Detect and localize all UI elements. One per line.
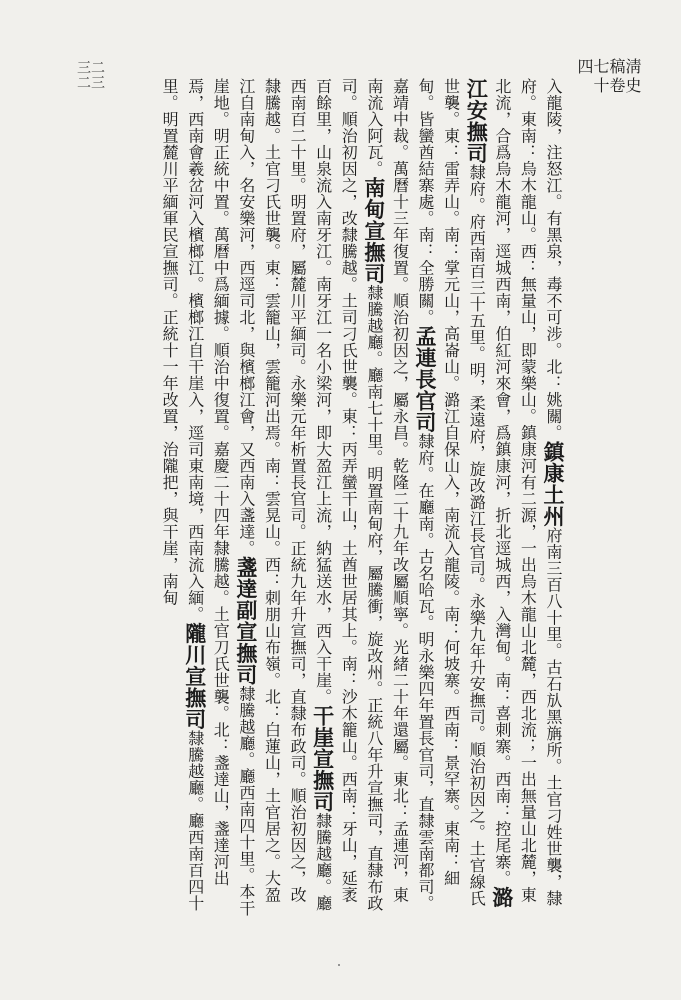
paragraph-text: 隸騰越廳。廳南七十里。明置南甸府，屬騰衝，旋改州。正統八年升宣撫司，直隸布政司。順治初因之，改隸騰越。土司刁氏世襲。東：丙弄蠻干山，土酋世居其上。南：沙木籠山。西南：牙山，延袤百餘里，山泉流入南牙江。南牙江一名小梁河，即大盈江上流，納猛送水，西入干崖。 xyxy=(313,78,384,912)
section-heading-menglian: 孟連長官司 xyxy=(413,325,439,433)
page-speck xyxy=(338,964,340,966)
paragraph-text: 隸府。府西南百三十五里。明，柔遠府，旋改潞江長官司。永樂九年升安撫司。順治初因之。土官線氏世襲。東：雷弄山。南：掌元山，高崙山。潞江自保山入，南流入龍陵。南：何坡寨。西南：景罕寨。東南：細甸。皆蠻酋結寨處。南：全勝關。 xyxy=(416,78,487,907)
paragraph-text: 隸府。在廳南。古名哈瓦。明永樂四年置長官司，直隸雲南都司。嘉靖中裁。萬曆十三年復置。順治初因之，屬永昌。乾隆二十九年改屬順寧。光緒二十年還屬。東北：孟連河，東南流入阿瓦。 xyxy=(364,78,436,912)
page-number: 二三三二 xyxy=(75,60,105,90)
section-heading-ganya: 干崖宣撫司 xyxy=(310,705,336,813)
section-heading-lujiang: 潞江安撫司 xyxy=(464,78,515,908)
section-heading-zhenkang: 鎮康土州 xyxy=(541,441,566,527)
paragraph-text: 府南三百八十里。古石㫃黑㫋所。土官刁姓世襲，隸府。東南：烏木龍山。西：無量山，即蒙樂山。鎮康河有二源，一出烏木龍山北麓，西北流；一出無量山北麓，東北流，合爲烏木龍河，逕城西南，伯紅河來會，爲鎮康河，折北逕城西，入灣甸。南：喜刺寨。西南：控尾寨。 xyxy=(492,78,563,907)
paragraph-text: 隸騰越廳。廳西南百二十里。明置府，屬麓川平緬司。永樂元年析置長官司。正統九年升宣撫司，直隸布政司。順治初因之，改隸騰越。土官刁氏世襲。東：雲籠山，雲籠河出焉。南：雲晃山。西：刺朋山布嶺。北：白蓮山，土官居之。大盈江自南甸入，名安樂河，西逕司北，與檳榔江會，又西南入盞達。 xyxy=(236,78,333,912)
main-text xyxy=(96,78,566,918)
section-heading-zhanda: 盞達副宣撫司 xyxy=(233,556,259,686)
text-paragraph xyxy=(157,78,567,918)
section-heading-longchuan: 隴川宣撫司 xyxy=(182,622,208,730)
page-title: 淸史稿卷七十四 xyxy=(575,58,642,96)
paragraph-text: 入龍陵，注怒江。有黑泉，毒不可涉。北：姚關。 xyxy=(544,78,563,441)
paragraph-text: 隸騰越廳。廳西南百四十里。明置麓川平緬軍民宣撫司。正統十一年改置，治隴把，與干崖，南甸 xyxy=(160,78,205,912)
section-heading-nandian: 南甸宣撫司 xyxy=(361,177,387,285)
paragraph-text: 隸騰越廳。廳西南四十里。本干崖地。明正統中置。萬曆中爲緬據。順治中復置。嘉慶二十四年隸騰越。土官刀氏世襲。北：盞達山，盞達河出焉，西南會羲岔河入檳榔江。檳榔江自干崖入，逕司東南境，西南流入緬。 xyxy=(185,78,256,917)
